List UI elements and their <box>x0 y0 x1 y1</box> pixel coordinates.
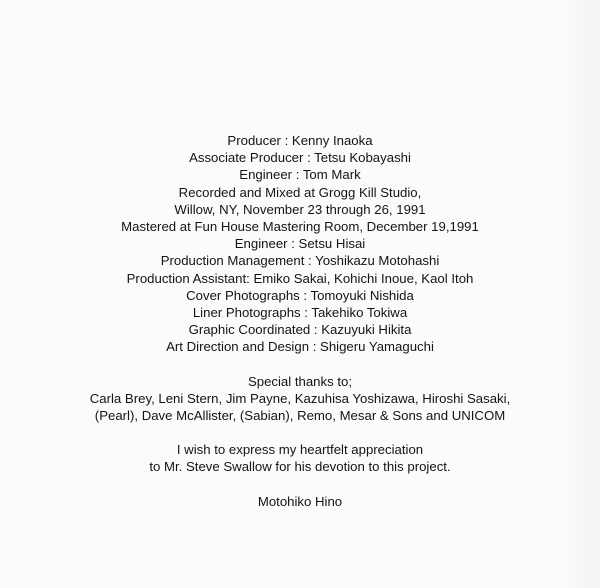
special-thanks-title: Special thanks to; <box>247 373 353 389</box>
credit-associate-producer: Associate Producer : Tetsu Kobayashi <box>189 150 411 166</box>
signature-name: Motohiko Hino <box>257 493 343 509</box>
special-thanks-line: (Pearl), Dave McAllister, (Sabian), Remo, Mesar & Sons and UNICOM <box>94 408 506 424</box>
credit-art-direction: Art Direction and Design : Shigeru Yamaguchi <box>166 339 434 355</box>
credit-engineer: Engineer : Tom Mark <box>239 167 361 183</box>
signature <box>0 493 600 510</box>
credit-production-assistant: Production Assistant: Emiko Sakai, Kohichi Inoue, Kaol Itoh <box>126 270 474 286</box>
credit-recorded-dates: Willow, NY, November 23 through 26, 1991 <box>174 201 426 217</box>
appreciation-note <box>0 441 600 475</box>
credit-mastered-at: Mastered at Fun House Mastering Room, December 19,1991 <box>121 219 479 235</box>
appreciation-line: I wish to express my heartfelt appreciation <box>176 442 424 458</box>
credit-liner-photographs: Liner Photographs : Takehiko Tokiwa <box>192 305 408 321</box>
credits-text <box>0 132 600 510</box>
credit-recorded-at: Recorded and Mixed at Grogg Kill Studio, <box>178 184 422 200</box>
special-thanks-line: Carla Brey, Leni Stern, Jim Payne, Kazuhisa Yoshizawa, Hiroshi Sasaki, <box>89 390 511 406</box>
special-thanks <box>0 373 600 425</box>
appreciation-line: to Mr. Steve Swallow for his devotion to this project. <box>149 459 451 475</box>
credit-producer: Producer : Kenny Inaoka <box>227 133 373 148</box>
credit-cover-photographs: Cover Photographs : Tomoyuki Nishida <box>186 287 414 303</box>
credit-graphic-coordinated: Graphic Coordinated : Kazuyuki Hikita <box>188 322 412 338</box>
credit-mastering-engineer: Engineer : Setsu Hisai <box>234 236 366 252</box>
credit-production-management: Production Management : Yoshikazu Motohashi <box>160 253 440 269</box>
credits-list <box>0 132 600 356</box>
